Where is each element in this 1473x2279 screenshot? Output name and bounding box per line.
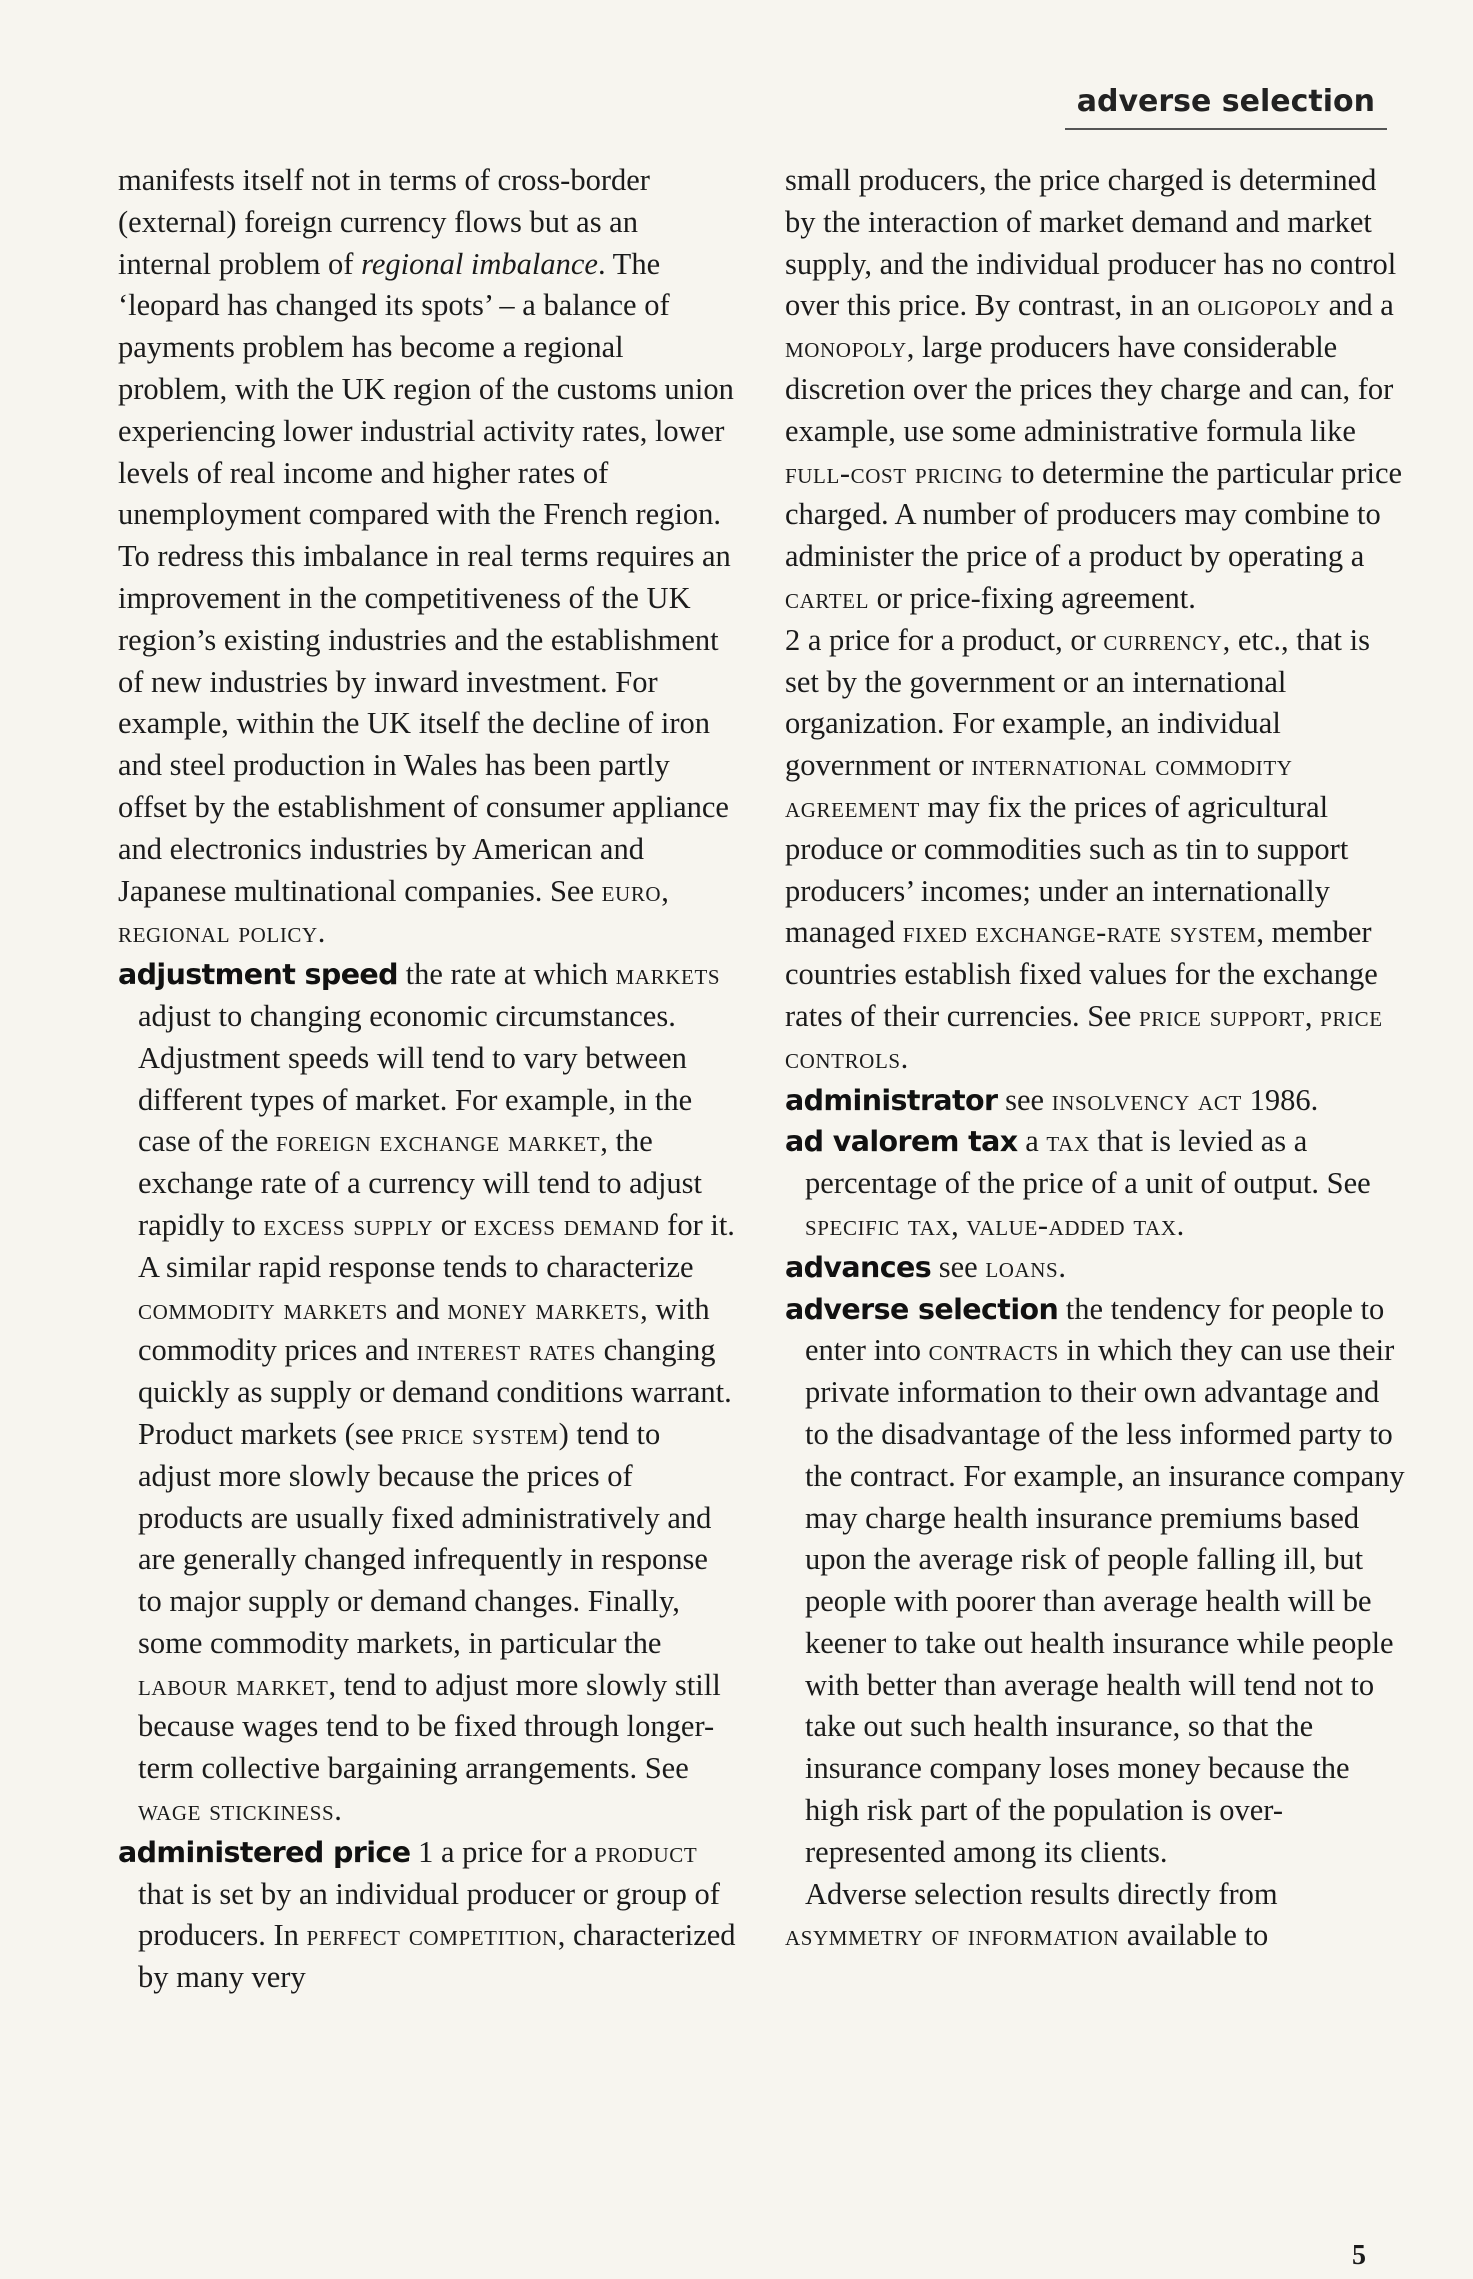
headword: administrator	[785, 1083, 998, 1117]
cross-reference: foreign exchange market	[276, 1124, 601, 1159]
sense-2-paragraph: 2 a price for a product, or currency, etc., that is set by the government or an international organization. For example, an individual government or international commodity agreement may fix the prices of agricultural produce or commodities such as tin to support producers’ incomes; under an internationally managed fixed exchange-rate system, member countries establish fixed values for the exchange rates of their currencies. See price support, price controls.	[785, 622, 1383, 1075]
cross-reference: excess demand	[473, 1207, 660, 1242]
cross-reference: monopoly	[785, 330, 907, 365]
cross-reference: oligopoly	[1197, 288, 1321, 323]
headword: adjustment speed	[118, 958, 398, 992]
entry-administrator	[785, 1080, 1405, 1122]
left-column	[118, 160, 738, 1999]
headword: advances	[785, 1250, 932, 1284]
cross-reference: labour market	[138, 1667, 329, 1702]
cross-reference: specific tax	[805, 1207, 952, 1242]
entry-ad-valorem-tax	[785, 1121, 1405, 1246]
entry-adjustment-speed	[118, 954, 738, 1832]
cross-reference: markets	[615, 957, 721, 992]
running-head	[1065, 78, 1387, 130]
cross-reference: excess supply	[263, 1207, 434, 1242]
cross-reference: full-cost pricing	[785, 455, 1004, 490]
cross-reference: currency	[1103, 622, 1223, 657]
entry-body: see loans.	[931, 1249, 1066, 1284]
cross-reference: commodity markets	[138, 1291, 389, 1326]
entry-adverse-selection	[785, 1289, 1405, 1874]
entry-body: the tendency for people to enter into contracts in which they can use their private information to their own advantage and to the disadvantage of the less informed party to the contract. For example, an insurance company may charge health insurance premiums based upon the average risk of people falling ill, but people with poorer than average health will be keener to take out health insurance while people with better than average health will tend not to take out such health insurance, so that the insurance company loses money because the high risk part of the population is over-represented among its clients.	[805, 1291, 1405, 1869]
cross-reference: product	[595, 1834, 698, 1869]
cross-reference: asymmetry of information	[785, 1918, 1120, 1953]
running-head-text: adverse selection	[1076, 84, 1375, 119]
cross-reference: tax	[1046, 1124, 1090, 1159]
cross-reference: perfect competition	[306, 1918, 558, 1953]
continuation-paragraph: manifests itself not in terms of cross-border (external) foreign currency flows but as an internal problem of regional imbalance. The ‘leopard has changed its spots’ – a balance of payments problem has become a regional problem, with the UK region of the customs union experiencing lower industrial activity rates, lower levels of real income and higher rates of unemployment compared with the French region. To redress this imbalance in real terms requires an improvement in the competitiveness of the UK region’s existing industries and the establishment of new industries by inward investment. For example, within the UK itself the decline of iron and steel production in Wales has been partly offset by the establishment of consumer appliance and electronics industries by American and Japanese multinational companies. See euro, regional policy.	[118, 163, 734, 950]
headword: administered price	[118, 1835, 411, 1869]
cross-reference: price system	[401, 1416, 559, 1451]
entry-body: the rate at which markets adjust to changing economic circumstances. Adjustment speeds will tend to vary between different types of market. For example, in the case of the foreign exchange market, the exchange rate of a currency will tend to adjust rapidly to excess supply or excess demand for it. A similar rapid response tends to characterize commodity markets and money markets, with commodity prices and interest rates changing quickly as supply or demand conditions warrant. Product markets (see price system) tend to adjust more slowly because the prices of products are usually fixed administratively and are generally changed infrequently in response to major supply or demand changes. Finally, some commodity markets, in particular the labour market, tend to adjust more slowly still because wages tend to be fixed through longer-term collective bargaining arrangements. See wage stickiness.	[138, 957, 735, 1828]
cross-reference: money markets	[447, 1291, 641, 1326]
entry-body: a tax that is levied as a percentage of the price of a unit of output. See specific tax, value-added tax.	[805, 1124, 1371, 1242]
headword: adverse selection	[785, 1292, 1059, 1326]
entry-body: see insolvency act 1986.	[997, 1082, 1319, 1117]
cross-reference: interest rates	[416, 1333, 597, 1368]
cross-reference: wage stickiness	[138, 1793, 335, 1828]
entry-administered-price	[118, 1832, 738, 1999]
entry-body: 1 a price for a product that is set by an individual producer or group of producers. In perfect competition, characterized by many very	[138, 1834, 736, 1995]
final-paragraph: Adverse selection results directly from asymmetry of information available to	[785, 1876, 1278, 1953]
cross-reference: loans	[985, 1249, 1059, 1284]
cross-reference: regional policy	[118, 915, 318, 950]
continuation-paragraph: small producers, the price charged is determined by the interaction of market demand and market supply, and the individual producer has no control over this price. By contrast, in an oligopoly and a monopoly, large producers have considerable discretion over the prices they charge and can, for example, use some administrative formula like full-cost pricing to determine the particular price charged. A number of producers may combine to administer the price of a product by operating a cartel or price-fixing agreement.	[785, 163, 1403, 615]
cross-reference: fixed exchange-rate system	[902, 915, 1257, 950]
page-number: 5	[1352, 2240, 1366, 2271]
cross-reference: price controls	[785, 998, 1383, 1075]
cross-reference: insolvency act	[1051, 1082, 1242, 1117]
cross-reference: euro	[601, 873, 662, 908]
headword: ad valorem tax	[785, 1125, 1018, 1159]
emphasis: regional imbalance	[361, 246, 598, 281]
cross-reference: value-added tax	[966, 1207, 1177, 1242]
right-column	[785, 160, 1405, 1957]
cross-reference: international commodity agreement	[785, 748, 1293, 824]
cross-reference: price support	[1138, 998, 1305, 1033]
cross-reference: contracts	[928, 1333, 1059, 1368]
entry-advances	[785, 1247, 1405, 1289]
cross-reference: cartel	[785, 580, 870, 615]
